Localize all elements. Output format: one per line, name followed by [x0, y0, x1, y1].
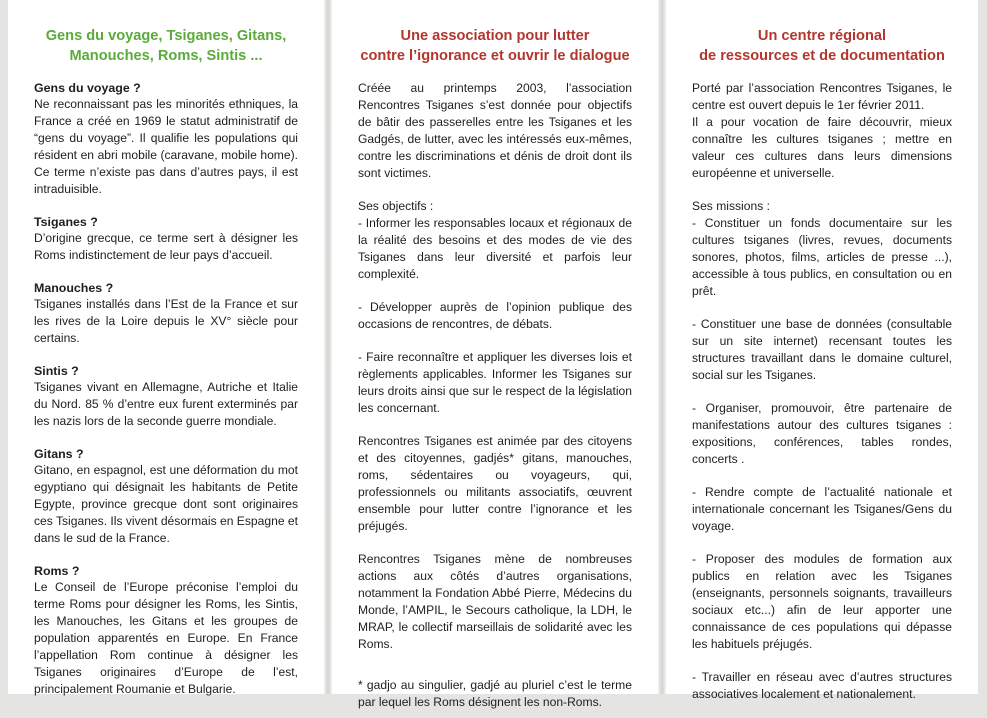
association-actions-text: Rencontres Tsiganes mène de nombreuses actions aux côtés d’autres organisations, notamment la Fondation Abbé Pierre, Médecins du Monde, l’AMPIL, le Secours catholique, la LDH, le MRAP, le collectif marseillais de solidarité avec les Roms.: [358, 552, 632, 651]
missions-label: Ses missions :: [692, 199, 770, 213]
objectives-label: Ses objectifs :: [358, 199, 434, 213]
left-panel-title: [34, 26, 298, 66]
left-title-line2: Manouches, Roms, Sintis ...: [69, 48, 263, 64]
mid-title-line2: contre l’ignorance et ouvrir le dialogue: [360, 48, 630, 64]
association-animation-text: Rencontres Tsiganes est animée par des citoyens et des citoyennes, gadjés* gitans, manouches, roms, sédentaires ou voyageurs, qui, professionnels ou militants associatifs, œuvrent ensemble pour lutter contre l’ignorance et les préjugés.: [358, 434, 632, 533]
left-title-line1: Gens du voyage, Tsiganes, Gitans,: [45, 28, 287, 44]
left-panel: [8, 0, 324, 694]
section-manouches: [34, 280, 298, 347]
mission-item: - Organiser, promouvoir, être partenaire de manifestations autour des cultures tsiganes : expositions, conférences, tables rondes, concerts .: [692, 401, 952, 466]
section-tsiganes: [34, 214, 298, 264]
mid-title-line1: Une association pour lutter: [400, 28, 590, 44]
section-heading: Manouches ?: [34, 281, 114, 295]
section-text: Ne reconnaissant pas les minorités ethniques, la France a créé en 1969 le statut administratif de “gens du voyage”. Il qualifie les populations qui résident en abri mobile (caravane, mobile home). Ce terme n’existe pas dans d’autres pays, il est intraduisible.: [34, 97, 298, 196]
mission-item: - Proposer des modules de formation aux publics en relation avec les Tsiganes (enseignants, personnels soignants, travailleurs sociaux etc...) afin de leur apporter une connaissance de ces populations qui dépasse les habituels préjugés.: [692, 552, 952, 651]
section-text: Tsiganes installés dans l’Est de la France et sur les rives de la Loire depuis le XV° siècle pour certains.: [34, 297, 298, 345]
association-intro: Créée au printemps 2003, l’association Rencontres Tsiganes s’est donnée pour objectifs de bâtir des passerelles entre les Tsiganes et les Gadgés, de lutter, avec les intéressés eux-mêmes, contre les discriminations et dénis de droit dont ils sont victimes.: [358, 81, 632, 180]
section-heading: Tsiganes ?: [34, 215, 98, 229]
objective-item: - Développer auprès de l’opinion publique des occasions de rencontres, de débats.: [358, 300, 632, 331]
section-text: D’origine grecque, ce terme sert à désigner les Roms indistinctement de leur pays d’accueil.: [34, 231, 298, 262]
mission-item: - Constituer une base de données (consultable sur un site internet) recensant toutes les structures travaillant dans le domaine culturel, social sur les Tsiganes.: [692, 317, 952, 382]
right-panel: [666, 0, 978, 701]
panel-fold: [324, 0, 332, 694]
centre-intro: Porté par l’association Rencontres Tsiganes, le centre est ouvert depuis le 1er février 2011.: [692, 81, 952, 112]
section-heading: Gens du voyage ?: [34, 81, 141, 95]
gadjo-footnote: * gadjo au singulier, gadjé au pluriel c’est le terme par lequel les Roms désignent les non-Roms.: [358, 678, 632, 709]
section-sintis: [34, 363, 298, 430]
middle-panel: [332, 0, 658, 709]
section-heading: Gitans ?: [34, 447, 84, 461]
section-gens-du-voyage: [34, 80, 298, 198]
mission-item: - Rendre compte de l’actualité nationale et internationale concernant les Tsiganes/Gens du voyage.: [692, 485, 952, 533]
section-heading: Sintis ?: [34, 364, 79, 378]
right-panel-title: [692, 26, 952, 66]
mission-item: - Constituer un fonds documentaire sur les cultures tsiganes (livres, revues, documents sonores, photos, films, articles de presse ...), accessible à tous publics, en consultation ou en prêt.: [692, 216, 952, 298]
centre-vocation: Il a pour vocation de faire découvrir, mieux connaître les cultures tsiganes ; mettre en valeur ces cultures dans leurs dimensions européenne et universelle.: [692, 115, 952, 180]
section-text: Le Conseil de l’Europe préconise l’emploi du terme Roms pour désigner les Roms, les Sintis, les Manouches, les Gitans et les groupes de population apparentés en Europe. En France l’appellation Rom continue à désigner les Tsiganes originaires d’Europe de l’est, principalement Roumanie et Bulgarie.: [34, 580, 298, 696]
section-text: Gitano, en espagnol, est une déformation du mot egyptiano qui désignait les habitants de Petite Egypte, province grecque dont sont originaires ces Tsiganes. Ils vivent désormais en Espagne et dans le sud de la France.: [34, 463, 298, 545]
objective-item: - Faire reconnaître et appliquer les diverses lois et règlements applicables. Informer les Tsiganes sur leurs droits ainsi que sur le respect de la législation les concernant.: [358, 350, 632, 415]
right-title-line2: de ressources et de documentation: [699, 48, 945, 64]
section-heading: Roms ?: [34, 564, 80, 578]
objective-item: - Informer les responsables locaux et régionaux de la réalité des besoins et des modes de vie des Tsiganes dans leur diversité et parfois leur complexité.: [358, 216, 632, 281]
section-roms: [34, 563, 298, 698]
mission-item: - Travailler en réseau avec d’autres structures associatives localement et nationalement.: [692, 670, 952, 701]
middle-panel-title: [358, 26, 632, 66]
section-gitans: [34, 446, 298, 547]
panel-fold: [658, 0, 666, 694]
section-text: Tsiganes vivant en Allemagne, Autriche et Italie du Nord. 85 % d’entre eux furent exterminés par les nazis lors de la seconde guerre mondiale.: [34, 380, 298, 428]
right-title-line1: Un centre régional: [757, 28, 887, 44]
